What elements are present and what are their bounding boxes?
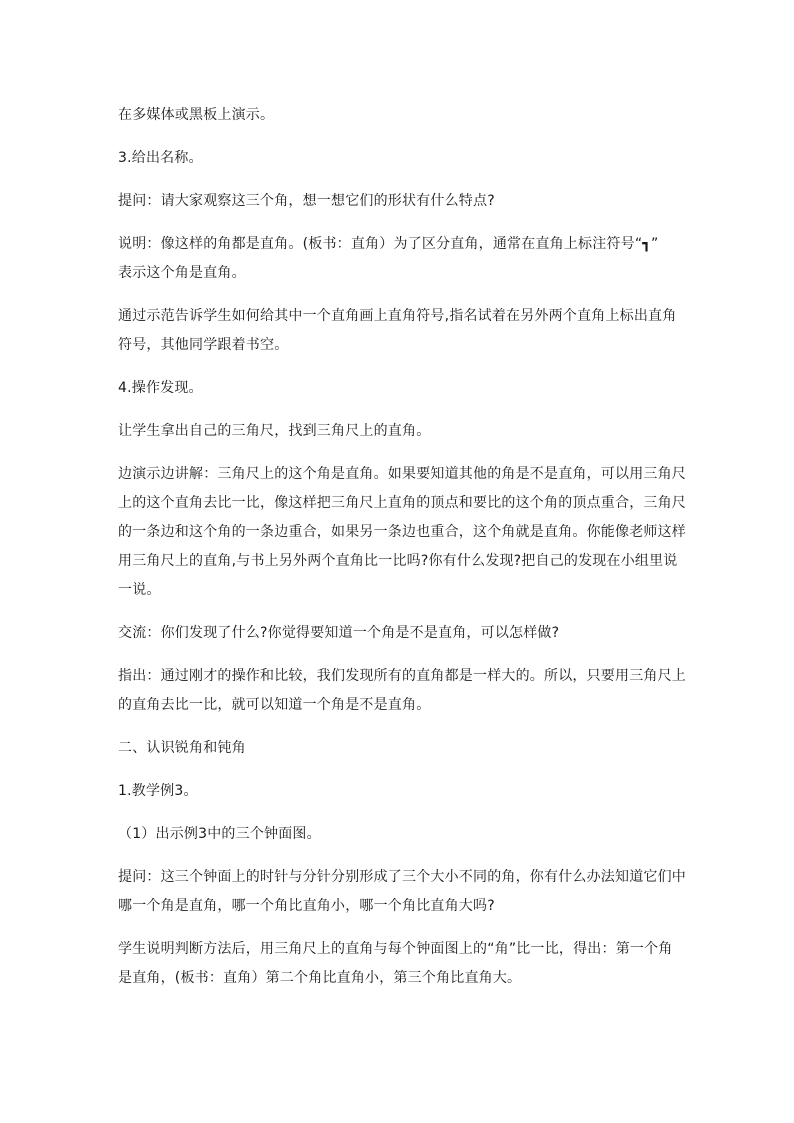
text-line: 3.给出名称。 xyxy=(118,150,203,166)
text-line: 边演示边讲解：三角尺上的这个角是直角。如果要知道其他的角是不是直角，可以用三角尺 xyxy=(118,466,686,482)
text-line: 交流：你们发现了什么?你觉得要知道一个角是不是直角，可以怎样做? xyxy=(118,625,560,641)
text-line: 提问：请大家观察这三个角，想一想它们的形状有什么特点? xyxy=(118,193,495,209)
paragraph-teach-example-3 xyxy=(118,777,678,806)
paragraph-demonstrate-explain xyxy=(118,460,686,605)
text-line: 的一条边和这个角的一条边重合，如果另一条边也重合，这个角就是直角。你能像老师这样 xyxy=(118,524,686,540)
text-line: 4.操作发现。 xyxy=(118,380,203,396)
text-line: 在多媒体或黑板上演示。 xyxy=(118,107,275,123)
text-line: 上的这个直角去比一比，像这样把三角尺上直角的顶点和要比的这个角的顶点重合，三角尺 xyxy=(118,495,686,511)
paragraph-demo xyxy=(118,101,678,130)
text-line: 的直角去比一比，就可以知道一个角是不是直角。 xyxy=(118,697,431,713)
text-line: 说明：像这样的角都是直角。(板书：直角）为了区分直角，通常在直角上标注符号“┓” xyxy=(118,236,659,252)
text-line: 哪一个角是直角，哪一个角比直角小，哪一个角比直角大吗? xyxy=(118,898,495,914)
text-line: （1）出示例3中的三个钟面图。 xyxy=(118,826,321,842)
text-line: 符号，其他同学跟着书空。 xyxy=(118,337,289,353)
paragraph-explain-right-angle xyxy=(118,230,678,288)
paragraph-question-shape xyxy=(118,187,678,216)
paragraph-operate-discover xyxy=(118,374,678,403)
text-line: 二、认识锐角和钝角 xyxy=(118,740,246,756)
text-line: 一说。 xyxy=(118,582,161,598)
paragraph-point-out xyxy=(118,662,686,720)
text-line: 提问：这三个钟面上的时针与分针分别形成了三个大小不同的角，你有什么办法知道它们中 xyxy=(118,869,686,885)
paragraph-show-clock-faces xyxy=(118,820,678,849)
text-line: 是直角，(板书：直角）第二个角比直角小，第三个角比直角大。 xyxy=(118,970,522,986)
text-line: 用三角尺上的直角,与书上另外两个直角比一比吗?你有什么发现?把自己的发现在小组里说 xyxy=(118,553,678,569)
text-line: 让学生拿出自己的三角尺，找到三角尺上的直角。 xyxy=(118,423,431,439)
text-line: 表示这个角是直角。 xyxy=(118,265,246,281)
section-heading-acute-obtuse xyxy=(118,734,678,763)
document-body xyxy=(118,101,686,1007)
text-line: 学生说明判断方法后，用三角尺上的直角与每个钟面图上的“角”比一比，得出：第一个角 xyxy=(118,941,673,957)
paragraph-compare-conclusion xyxy=(118,935,678,993)
paragraph-give-name xyxy=(118,144,678,173)
paragraph-question-clock-angles xyxy=(118,863,686,921)
paragraph-demonstrate-symbol xyxy=(118,302,678,360)
text-line: 通过示范告诉学生如何给其中一个直角画上直角符号,指名试着在另外两个直角上标出直角 xyxy=(118,308,677,324)
paragraph-take-triangle-ruler xyxy=(118,417,678,446)
text-line: 指出：通过刚才的操作和比较，我们发现所有的直角都是一样大的。所以，只要用三角尺上 xyxy=(118,668,686,684)
text-line: 1.教学例3。 xyxy=(118,783,198,799)
paragraph-exchange xyxy=(118,619,678,648)
